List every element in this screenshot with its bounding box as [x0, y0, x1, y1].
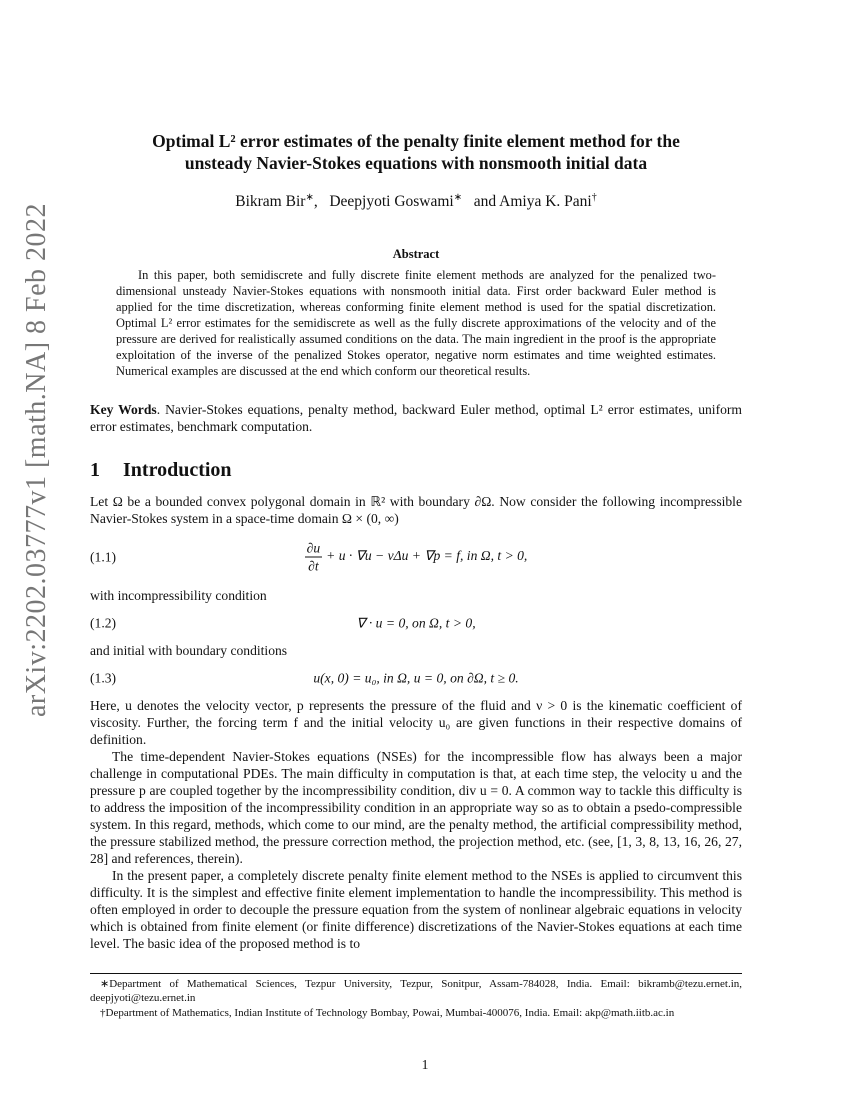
paper-title [90, 130, 742, 174]
author-list: Bikram Bir∗, Deepjyoti Goswami∗ and Amiya K. Pani† [235, 192, 597, 211]
equation [90, 665, 742, 691]
keywords-text: . Navier-Stokes equations, penalty method, backward Euler method, optimal L² error estimates, uniform error estimates, benchmark computation. [90, 402, 742, 435]
footnote: ∗Department of Mathematical Sciences, Tezpur University, Tezpur, Sonitpur, Assam-784028, India. Email: bikramb@tezu.ernet.in, deepjyoti@tezu.ernet.in [90, 978, 742, 1004]
fraction-numerator: ∂u [306, 540, 321, 556]
equation-rest: + u · ∇u − νΔu + ∇p = f, in Ω, t > 0, [326, 548, 528, 564]
author-name: Bikram Bir [235, 193, 306, 211]
equation-number: (1.2) [90, 615, 117, 631]
footnotes [90, 973, 742, 1023]
paragraph: Let Ω be a bounded convex polygonal domain in ℝ² with boundary ∂Ω. Now consider the following incompressible Navier-Stokes system in a space-time domain Ω × (0, ∞) [90, 494, 742, 527]
title-line-1: Optimal L² error estimates of the penalty finite element method for the [152, 131, 680, 151]
footnote: †Department of Mathematics, Indian Institute of Technology Bombay, Powai, Mumbai-400076, India. Email: akp@math.iitb.ac.in [100, 1007, 675, 1019]
paper-page [90, 130, 742, 952]
page-number: 1 [421, 1057, 429, 1072]
author-name: and Amiya K. Pani [473, 193, 592, 211]
keywords [90, 401, 742, 435]
equation [90, 537, 742, 577]
equation [90, 610, 742, 636]
equation-body [90, 540, 742, 575]
section-title: Introduction [123, 459, 232, 482]
fraction-denominator: ∂t [308, 558, 319, 574]
paragraph: Here, u denotes the velocity vector, p represents the pressure of the fluid and ν > 0 is the kinematic coefficient of viscosity. Further, the forcing term f and the initial velocity u₀ are given functions in their respective domains of definition. [90, 698, 742, 748]
arxiv-sidebar [12, 202, 62, 718]
affiliation-mark: † [591, 192, 597, 203]
abstract-text: In this paper, both semidiscrete and fully discrete finite element methods are analyzed for the penalized two-dimensional unsteady Navier-Stokes equations with nonsmooth initial data. First order backward Euler method is applied for the time discretization, whereas conforming finite element method is used for the spatial discretization. Optimal L² error estimates for the semidiscrete as well as the fully discrete approximations of the velocity and of the pressure are derived for realistically assumed conditions on the data. The main ingredient in the proof is the appropriate exploitation of the inverse of the penalized Stokes operator, negative norm estimates and time weighted estimates. Numerical examples are discussed at the end which conform our theoretical results. [116, 268, 716, 379]
keywords-label: Key Words [90, 402, 157, 418]
equation-body: ∇ · u = 0, on Ω, t > 0, [356, 615, 476, 631]
affiliation-mark: ∗ [305, 192, 314, 203]
title-line-2: unsteady Navier-Stokes equations with nonsmooth initial data [184, 153, 648, 173]
paragraph: and initial with boundary conditions [90, 643, 288, 659]
section-number: 1 [90, 459, 100, 482]
paragraph: The time-dependent Navier-Stokes equations (NSEs) for the incompressible flow has always been a major challenge in computational PDEs. The main difficulty in computation is that, at each time step, the velocity u and the pressure p are coupled together by the incompressibility condition, div u = 0. A common way to tackle this difficulty is to address the imposition of the incompressibility condition in an appropriate way so as to obtain a psedo-compressible system. In this regard, methods, which come to our mind, are the penalty method, the artificial compressibility method, the pressure stabilized method, the pressure correction method, the projection method, etc. (see, [1, 3, 8, 13, 16, 26, 27, 28] and references, therein). [90, 749, 742, 867]
paragraph: In the present paper, a completely discrete penalty finite element method to the NSEs is applied to circumvent this difficulty. It is the simplest and effective finite element implementation to handle the incompressibility. This method is often employed in order to decouple the pressure equation from the system of nonlinear algebraic equations in velocity which is obtained from finite element (or finite difference) discretizations of the Navier-Stokes equations at each time level. The basic idea of the proposed method is to [90, 868, 742, 952]
arxiv-id-stamp: arXiv:2202.03777v1 [math.NA] 8 Feb 2022 [21, 202, 52, 718]
equation-number: (1.3) [90, 670, 117, 686]
fraction [305, 540, 323, 575]
paragraph: with incompressibility condition [90, 588, 267, 604]
affiliation-mark: ∗ [453, 192, 463, 203]
author-name: Deepjyoti Goswami [329, 193, 454, 211]
equation-body: u(x, 0) = u₀, in Ω, u = 0, on ∂Ω, t ≥ 0. [313, 670, 519, 686]
section-heading [90, 459, 742, 482]
equation-number: (1.1) [90, 549, 117, 565]
abstract-heading: Abstract [392, 247, 440, 262]
